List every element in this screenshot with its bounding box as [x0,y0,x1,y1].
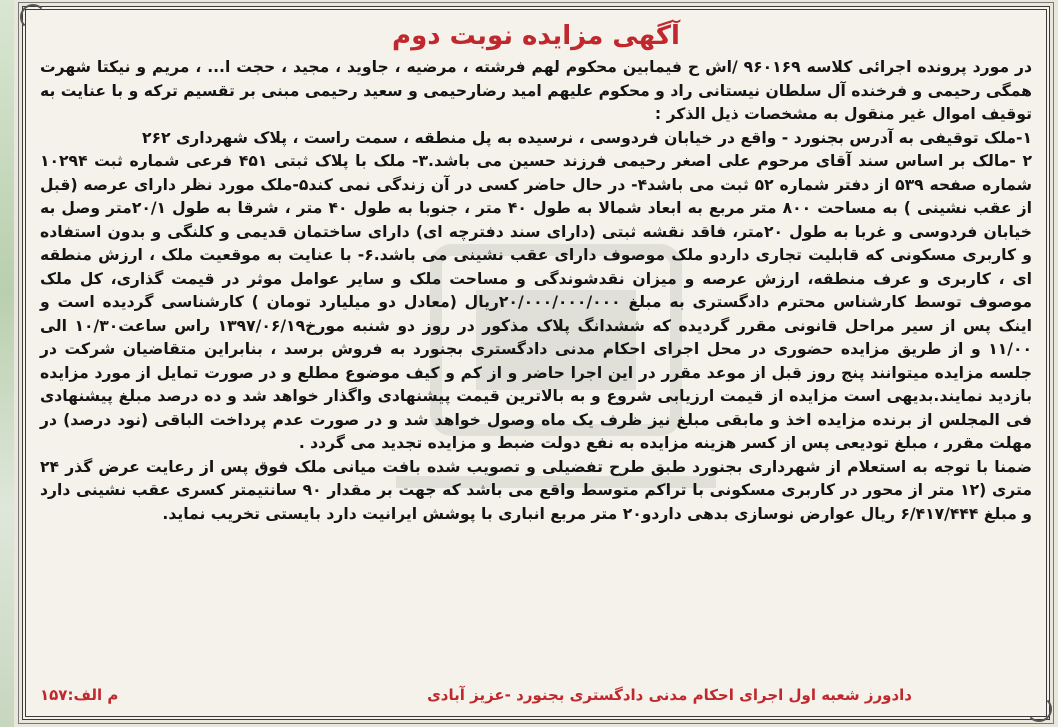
notice-municipality-paragraph: ضمنا با توجه به استعلام از شهرداری بجنورد طبق طرح تفضیلی و تصویب شده بافت میانی ملک فوق پس از رعایت عرض گذر ۲۴ متری (۱۲ متر از محور در کاربری مسکونی با تراکم متوسط واقع می باشد که جهت بر مقدار ۹۰ سانتیمتر کسری عقب نشینی دارد و مبلغ ۶/۴۱۷/۴۴۴ ریال عوارض نوسازی بدهی داردو۲۰ متر مربع انباری با پوشش ایرانیت دارد بایستی تخریب نماید. [40,457,1032,523]
notice-footer [40,684,1032,706]
notice-frame [22,6,1050,720]
notice-reference-number: م الف:۱۵۷ [40,686,119,704]
notice-main-paragraph: ۲ -مالک بر اساس سند آقای مرحوم علی اصغر رحیمی فرزند حسین می باشد.۳- ملک با پلاک ثبتی ۴۵۱ فرعی شماره ثبت ۱۰۲۹۴ شماره صفحه ۵۳۹ از دفتر شماره ۵۲ ثبت می باشد۴- در حال حاضر کسی در آن زندگی نمی کند۵-ملک مورد نظر دارای عرصه (قبل از عقب نشینی ) به مساحت ۸۰۰ متر مربع به ابعاد شمالا به طول ۴۰ متر ، جنوبا به طول ۴۰ متر ، شرقا به طول ۲۰/۱متر وصل به خیابان فردوسی و غربا به طول ۲۰متر، فاقد نقشه ثبتی (دارای سند دفترچه ای) دارای ساختمان قدیمی و کلنگی و بدون استفاده و کاربری مسکونی که قابلیت تجاری داردو ملک موصوف دارای عقب نشینی می باشد.۶- با عنایت به موقعیت ملک ، ارزش منطقه ای ، کاربری و عرف منطقه، ارزش عرصه و میزان نقدشوندگی و مساحت ملک و سایر عوامل موثر در قیمت گذاری، کل ملک موصوف توسط کارشناس محترم دادگستری به مبلغ ۲۰/۰۰۰/۰۰۰/۰۰۰ریال (معادل دو میلیارد تومان ) کارشناسی گردیده است و اینک پس از سیر مراحل قانونی مقرر گردیده که ششدانگ پلاک مذکور در روز دو شنبه مورخ۱۳۹۷/۰۶/۱۹ راس ساعت۱۰/۳۰ الی ۱۱/۰۰ و از طریق مزایده حضوری در محل اجرای احکام مدنی دادگستری بجنورد به فروش برسد ، بنابراین متقاضیان شرکت در جلسه مزایده میتوانند پنج روز قبل از موعد مقرر در این اجرا حاضر و از کم و کیف موضوع مطلع و در صورت تمایل از مورد مزایده بازدید نمایند.بدیهی است مزایده از قیمت ارزیابی شروع و به بالاترین قیمت پیشنهادی واگذار خواهد شد و ده درصد مبلغ پیشنهادی فی المجلس از برنده مزایده اخذ و مابقی مبلغ نیز ظرف یک ماه وصول خواهد شد و در صورت عدم پرداخت الباقی (نود درصد) در مهلت مقرر ، مبلغ تودیعی پس از کسر هزینه مزایده به نفع دولت ضبط و مزایده تجدید می گردد . [40,152,1033,452]
notice-item-1: ۱-ملک توقیفی به آدرس بجنورد - واقع در خیابان فردوسی ، نرسیده به پل منطقه ، سمت راست ، پلاک شهرداری ۲۶۲ [142,128,1032,147]
notice-content [40,16,1032,526]
notice-intro-paragraph: در مورد پرونده اجرائی کلاسه ۹۶۰۱۶۹ /اش ح فیمابین محکوم لهم فرشته ، مرضیه ، جاوید ، مجید ، حجت ا... ، مریم و نیکتا شهرت همگی رحیمی و فرخنده آل سلطان نیستانی راد و محکوم علیهم امید رضارحیمی و سعید رحیمی مبنی بر تقسیم ترکه و با عنایت به توقیف اموال غیر منقول به مشخصات ذیل الذکر : [40,58,1032,123]
notice-title: آگهی مزایده نوبت دوم [392,21,680,51]
notice-signature: دادورز شعبه اول اجرای احکام مدنی دادگستری بجنورد -عزیز آبادی [427,686,912,704]
adjacent-page-strip [0,0,14,727]
